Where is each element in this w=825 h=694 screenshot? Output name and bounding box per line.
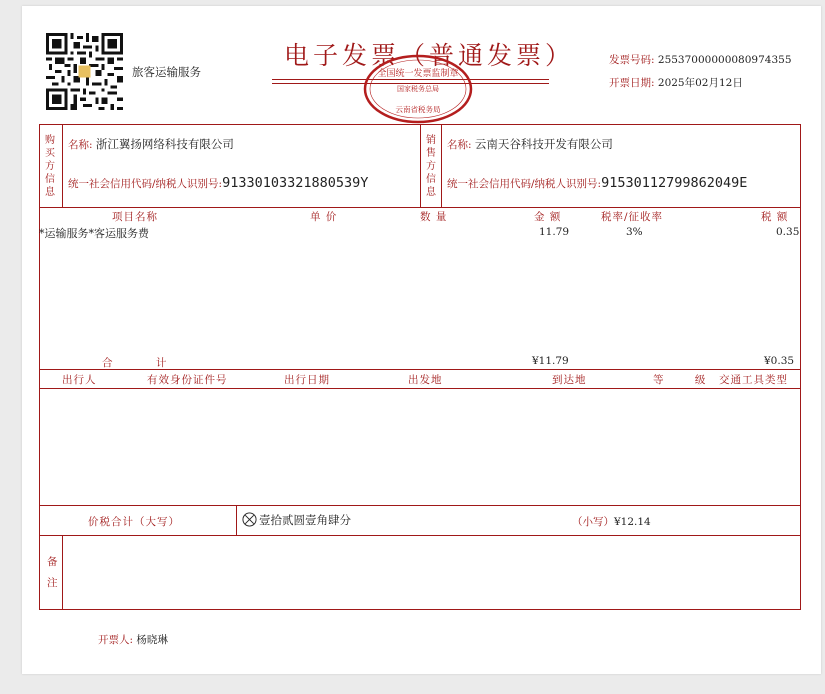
invoice-no: 25537000000080974355 [657, 54, 792, 66]
stamp-bottom-text: 云南省税务局 [395, 105, 441, 114]
seller-name-label: 名称: [447, 139, 472, 151]
grand-total-words-row [242, 512, 351, 528]
stamp-mid-text: 国家税务总局 [397, 85, 439, 93]
col-amount: 金 额 [534, 211, 562, 223]
divider [39, 207, 801, 208]
divider [39, 388, 801, 389]
col-traveler: 出行人 [62, 374, 97, 386]
buyer-name-label: 名称: [68, 139, 93, 151]
col-item-name: 项目名称 [112, 211, 158, 223]
total-tax: ¥0.35 [764, 355, 795, 367]
divider [62, 535, 63, 610]
buyer-taxid-label: 统一社会信用代码/纳税人识别号: [68, 178, 223, 190]
seller-name: 云南天谷科技开发有限公司 [474, 137, 613, 151]
col-id-number: 有效身份证件号 [147, 374, 228, 386]
buyer-name: 浙江翼扬网络科技有限公司 [95, 137, 234, 151]
invoice-page [22, 6, 821, 674]
divider [62, 124, 63, 207]
buyer-name-row [68, 136, 234, 152]
grand-total-words: 壹拾贰圆壹角肆分 [259, 513, 351, 527]
col-vehicle-type: 交通工具类型 [719, 374, 788, 386]
remarks-label-1: 备 [47, 556, 58, 568]
seller-taxid-row [447, 175, 747, 191]
col-quantity: 数 量 [420, 211, 448, 223]
remarks-label-2: 注 [47, 577, 58, 589]
qr-code-icon [46, 33, 123, 110]
divider [39, 535, 801, 536]
item-row-name: *运输服务*客运服务费 [39, 227, 149, 240]
item-row-rate: 3% [626, 226, 643, 238]
col-tax-rate: 税率/征收率 [601, 211, 664, 223]
total-amount: ¥11.79 [532, 355, 569, 367]
official-seal-stamp [363, 54, 473, 124]
grand-total-small-label: （小写） [572, 516, 614, 528]
divider [39, 369, 801, 370]
invoice-category: 旅客运输服务 [132, 65, 201, 79]
issue-date: 2025年02月12日 [657, 77, 743, 89]
grand-total-label: 价税合计（大写） [88, 516, 180, 528]
divider [236, 505, 237, 535]
issue-date-label: 开票日期: [609, 77, 655, 89]
buyer-taxid: 91330103321880539Y [222, 175, 369, 191]
divider [420, 124, 421, 207]
seller-name-row [447, 136, 613, 152]
col-class: 等 级 [653, 374, 720, 386]
grand-total-figure-row [572, 514, 651, 529]
invoice-title: 电子发票（普通发票） [284, 41, 575, 70]
issuer-row [98, 632, 168, 647]
col-travel-date: 出行日期 [284, 374, 330, 386]
total-label: 合 计 [102, 357, 187, 369]
seller-taxid: 91530112799862049E [601, 175, 748, 191]
stamp-top-text: 全国统一发票监制章 [377, 69, 459, 79]
col-origin: 出发地 [408, 374, 443, 386]
grand-total-amount: ¥12.14 [614, 516, 651, 528]
invoice-no-label: 发票号码: [609, 54, 655, 66]
issuer-name: 杨晓琳 [136, 634, 168, 646]
buyer-taxid-row [68, 175, 368, 191]
divider [441, 124, 442, 207]
issuer-label: 开票人: [98, 634, 134, 646]
col-unit-price: 单 价 [310, 211, 338, 223]
seller-side-label: 销售方信息 [426, 135, 436, 198]
buyer-side-label: 购买方信息 [45, 135, 55, 198]
seller-taxid-label: 统一社会信用代码/纳税人识别号: [447, 178, 602, 190]
col-destination: 到达地 [552, 374, 587, 386]
circle-x-icon [242, 512, 257, 527]
col-tax: 税 额 [761, 211, 789, 223]
item-row-amount: 11.79 [539, 226, 570, 238]
item-row-tax: 0.35 [776, 226, 800, 238]
divider [39, 505, 801, 506]
